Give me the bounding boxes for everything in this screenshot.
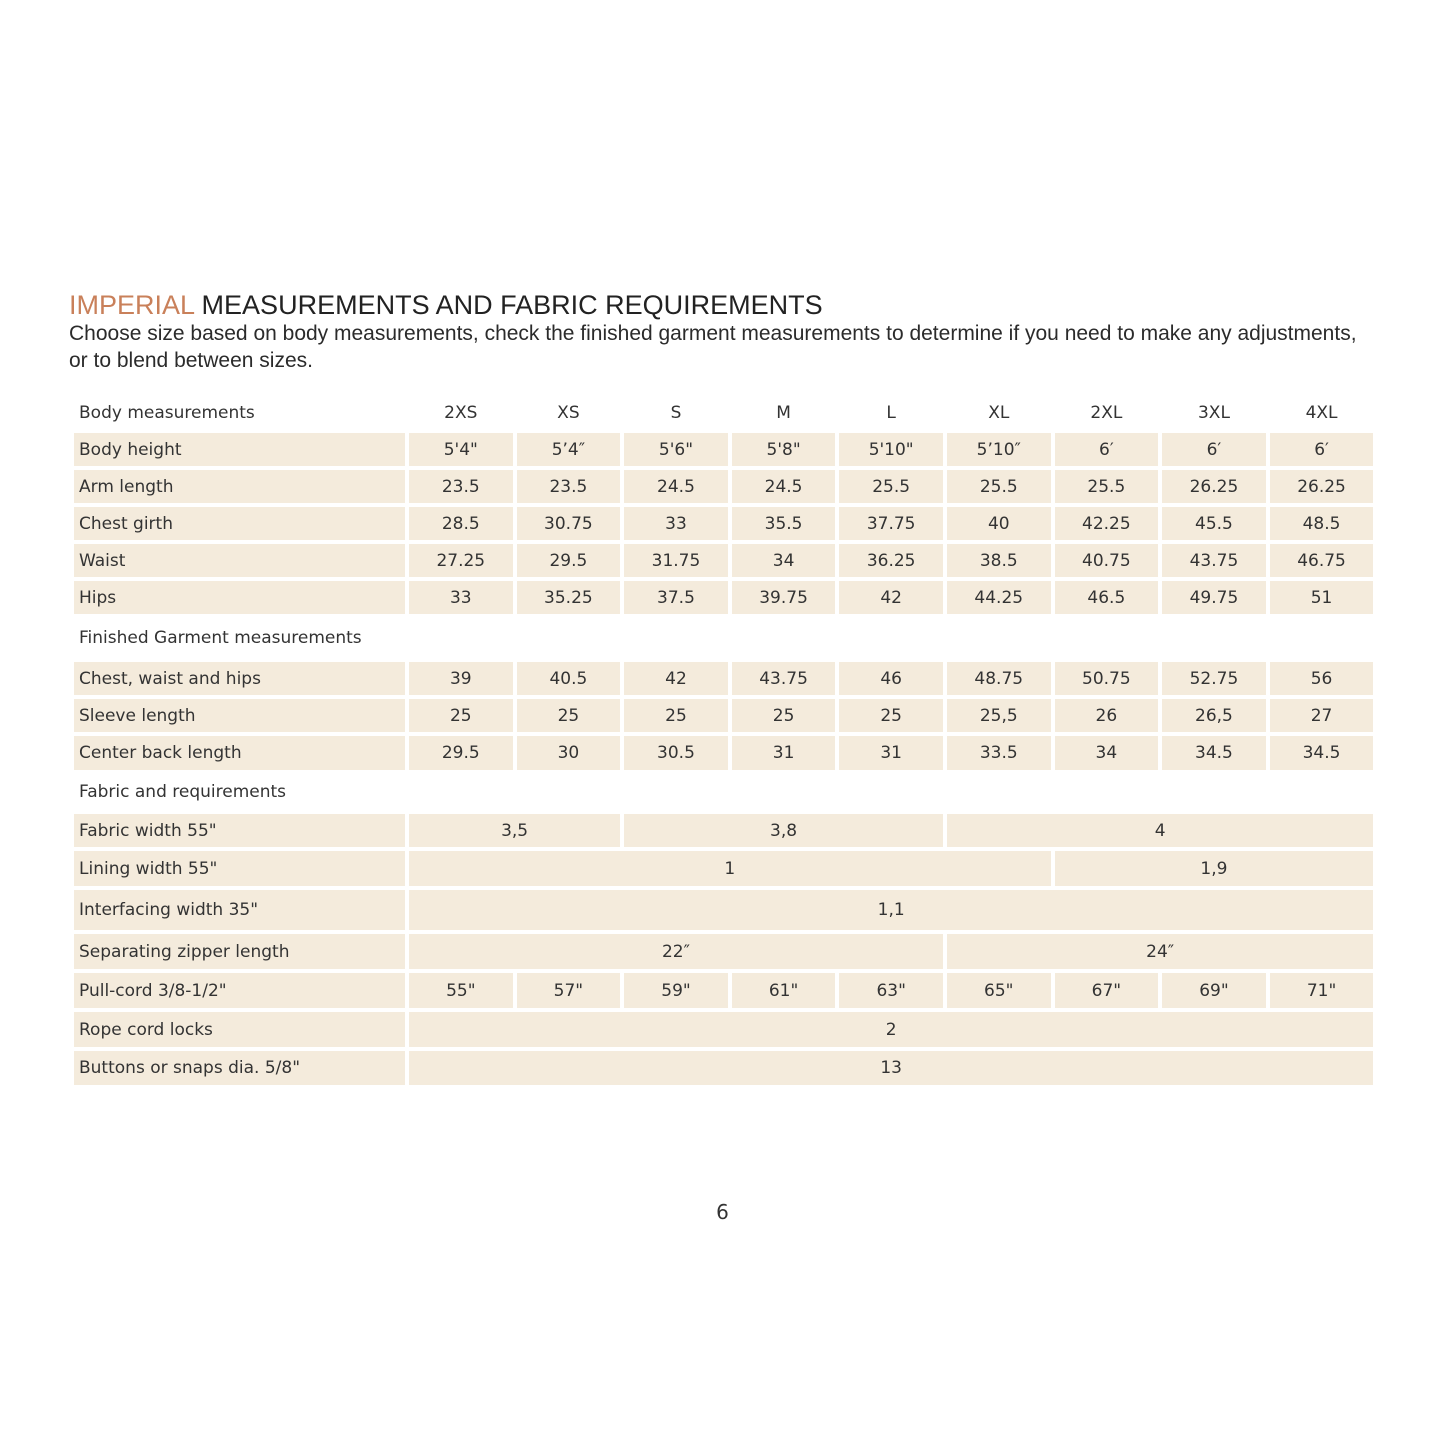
table-cell: 69"	[1162, 973, 1266, 1008]
table-cell: 26	[1055, 699, 1159, 732]
table-cell: 63"	[839, 973, 943, 1008]
table-cell: 5’4″	[517, 433, 621, 466]
table-cell: 22″	[409, 934, 943, 969]
size-header-xl: XL	[988, 402, 1010, 423]
table-row-fabric-width	[74, 814, 1373, 847]
table-cell: 34	[732, 544, 836, 577]
table-cell: 25	[732, 699, 836, 732]
row-label: Body height	[74, 433, 405, 466]
table-cell: 65"	[947, 973, 1051, 1008]
table-cell: 30.75	[517, 507, 621, 540]
table-cell: 49.75	[1162, 581, 1266, 614]
table-cell: 43.75	[1162, 544, 1266, 577]
table-row-sleeve-length	[74, 699, 1373, 732]
size-chart-table	[70, 392, 1377, 1089]
table-cell: 28.5	[409, 507, 513, 540]
table-cell: 5’10″	[947, 433, 1051, 466]
table-cell: 46	[839, 662, 943, 695]
fabric-requirements-heading: Fabric and requirements	[79, 782, 287, 802]
table-cell: 25	[517, 699, 621, 732]
body-measurements-heading: Body measurements	[79, 402, 255, 423]
page-title	[69, 289, 823, 321]
table-cell: 40	[947, 507, 1051, 540]
size-header-xs: XS	[557, 402, 580, 423]
table-cell: 71"	[1270, 973, 1374, 1008]
table-cell: 3,5	[409, 814, 620, 847]
table-row-rope-cord-locks	[74, 1012, 1373, 1047]
table-cell: 31	[839, 736, 943, 770]
row-label: Lining width 55"	[74, 851, 405, 886]
table-cell: 46.5	[1055, 581, 1159, 614]
table-cell: 5'4"	[409, 433, 513, 466]
size-header-l: L	[886, 402, 896, 423]
table-cell: 5'8"	[732, 433, 836, 466]
row-label: Buttons or snaps dia. 5/8"	[74, 1051, 405, 1085]
table-cell: 25	[624, 699, 728, 732]
table-cell: 34.5	[1270, 736, 1374, 770]
table-cell: 37.5	[624, 581, 728, 614]
table-row-pull-cord	[74, 973, 1373, 1008]
title-rest: MEASUREMENTS AND FABRIC REQUIREMENTS	[194, 290, 823, 320]
table-row-chest-girth	[74, 507, 1373, 540]
size-header-2xl: 2XL	[1090, 402, 1123, 423]
table-cell: 35.25	[517, 581, 621, 614]
table-cell: 1,1	[409, 890, 1373, 930]
table-cell: 25	[839, 699, 943, 732]
size-header-2xs: 2XS	[444, 402, 478, 423]
table-cell: 24″	[947, 934, 1373, 969]
size-header-m: M	[776, 402, 791, 423]
table-cell: 33	[409, 581, 513, 614]
table-row-interfacing-width	[74, 890, 1373, 930]
row-label: Pull-cord 3/8-1/2"	[74, 973, 405, 1008]
table-cell: 4	[947, 814, 1373, 847]
table-cell: 67"	[1055, 973, 1159, 1008]
table-cell: 6′	[1162, 433, 1266, 466]
fabric-requirements-header-row	[74, 774, 1373, 810]
table-cell: 1,9	[1055, 851, 1374, 886]
finished-measurements-heading: Finished Garment measurements	[79, 628, 362, 648]
table-cell: 55"	[409, 973, 513, 1008]
table-cell: 42	[624, 662, 728, 695]
table-cell: 57"	[517, 973, 621, 1008]
table-cell: 39.75	[732, 581, 836, 614]
table-cell: 25.5	[839, 470, 943, 503]
row-label: Separating zipper length	[74, 934, 405, 969]
table-cell: 31.75	[624, 544, 728, 577]
table-cell: 35.5	[732, 507, 836, 540]
table-cell: 56	[1270, 662, 1374, 695]
table-cell: 5'6"	[624, 433, 728, 466]
table-row-chest-waist-hips	[74, 662, 1373, 695]
table-cell: 43.75	[732, 662, 836, 695]
table-cell: 6′	[1270, 433, 1374, 466]
table-cell: 33.5	[947, 736, 1051, 770]
table-cell: 61"	[732, 973, 836, 1008]
table-cell: 48.75	[947, 662, 1051, 695]
table-cell: 37.75	[839, 507, 943, 540]
table-cell: 51	[1270, 581, 1374, 614]
table-cell: 23.5	[409, 470, 513, 503]
table-cell: 24.5	[732, 470, 836, 503]
size-header-s: S	[670, 402, 682, 423]
table-cell: 48.5	[1270, 507, 1374, 540]
table-cell: 26,5	[1162, 699, 1266, 732]
table-cell: 5'10"	[839, 433, 943, 466]
table-cell: 30.5	[624, 736, 728, 770]
table-cell: 59"	[624, 973, 728, 1008]
table-cell: 40.75	[1055, 544, 1159, 577]
table-cell: 29.5	[409, 736, 513, 770]
table-cell: 6′	[1055, 433, 1159, 466]
table-cell: 30	[517, 736, 621, 770]
table-cell: 25	[409, 699, 513, 732]
table-cell: 34.5	[1162, 736, 1266, 770]
table-cell: 40.5	[517, 662, 621, 695]
row-label: Hips	[74, 581, 405, 614]
table-row-center-back-length	[74, 736, 1373, 770]
table-cell: 23.5	[517, 470, 621, 503]
table-cell: 1	[409, 851, 1051, 886]
table-cell: 34	[1055, 736, 1159, 770]
row-label: Chest girth	[74, 507, 405, 540]
row-label: Chest, waist and hips	[74, 662, 405, 695]
table-cell: 25.5	[947, 470, 1051, 503]
table-cell: 46.75	[1270, 544, 1374, 577]
table-cell: 2	[409, 1012, 1373, 1047]
row-label: Rope cord locks	[74, 1012, 405, 1047]
table-cell: 36.25	[839, 544, 943, 577]
size-header-4xl: 4XL	[1305, 402, 1338, 423]
table-cell: 25,5	[947, 699, 1051, 732]
table-cell: 27	[1270, 699, 1374, 732]
table-cell: 38.5	[947, 544, 1051, 577]
row-label: Sleeve length	[74, 699, 405, 732]
table-row-waist	[74, 544, 1373, 577]
table-cell: 42	[839, 581, 943, 614]
table-row-buttons	[74, 1051, 1373, 1085]
table-row-hips	[74, 581, 1373, 614]
size-header-3xl: 3XL	[1197, 402, 1230, 423]
table-cell: 27.25	[409, 544, 513, 577]
table-cell: 26.25	[1162, 470, 1266, 503]
table-cell: 45.5	[1162, 507, 1266, 540]
table-row-zipper-length	[74, 934, 1373, 969]
table-cell: 50.75	[1055, 662, 1159, 695]
table-cell: 52.75	[1162, 662, 1266, 695]
table-cell: 44.25	[947, 581, 1051, 614]
table-cell: 33	[624, 507, 728, 540]
table-row-lining-width	[74, 851, 1373, 886]
table-cell: 3,8	[624, 814, 943, 847]
row-label: Center back length	[74, 736, 405, 770]
row-label: Interfacing width 35"	[74, 890, 405, 930]
row-label: Fabric width 55"	[74, 814, 405, 847]
table-cell: 25.5	[1055, 470, 1159, 503]
finished-measurements-header-row	[74, 618, 1373, 658]
table-row-arm-length	[74, 470, 1373, 503]
row-label: Waist	[74, 544, 405, 577]
title-accent: IMPERIAL	[69, 290, 195, 320]
table-row-body-height	[74, 433, 1373, 466]
table-cell: 24.5	[624, 470, 728, 503]
table-cell: 29.5	[517, 544, 621, 577]
table-cell: 26.25	[1270, 470, 1374, 503]
table-cell: 31	[732, 736, 836, 770]
table-cell: 13	[409, 1051, 1373, 1085]
table-cell: 39	[409, 662, 513, 695]
intro-text: Choose size based on body measurements, check the finished garment measurements to determine if you need to make any adjustments, or to blend between sizes.	[69, 322, 1357, 372]
row-label: Arm length	[74, 470, 405, 503]
table-cell: 42.25	[1055, 507, 1159, 540]
page-number: 6	[716, 1200, 729, 1224]
body-measurements-header-row	[74, 396, 1373, 429]
